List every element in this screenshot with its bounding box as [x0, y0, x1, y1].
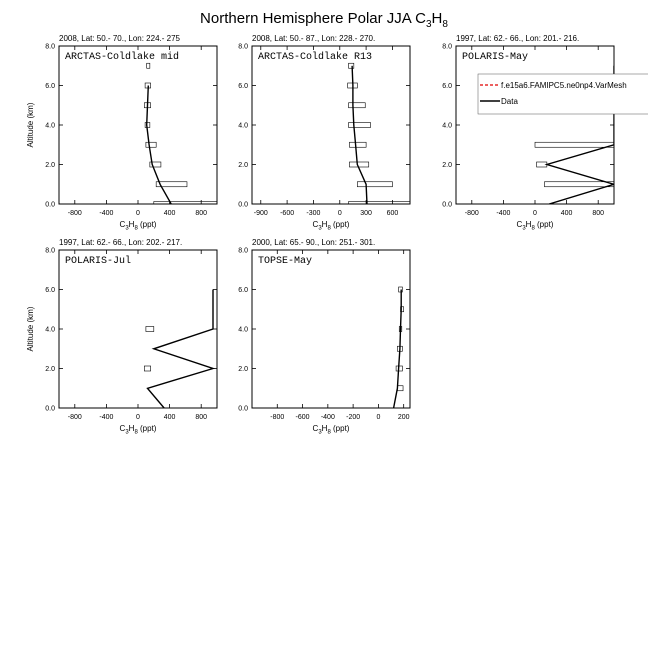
data-box	[349, 142, 366, 147]
x-axis-label-part: H	[128, 424, 135, 433]
panel-header: 2008, Lat: 50.- 87., Lon: 228.- 270.	[252, 34, 376, 43]
x-tick-label: 0	[376, 414, 381, 421]
x-axis-label-part: 3	[125, 225, 129, 232]
x-axis-label-part: 3	[318, 225, 322, 232]
x-tick-label: 200	[397, 414, 410, 421]
x-tick-label: -600	[295, 414, 310, 421]
x-axis-label-part: 3	[318, 429, 322, 436]
x-tick-label: 400	[163, 210, 176, 217]
x-tick-label: -600	[280, 210, 295, 217]
figure-title	[200, 10, 448, 30]
x-axis-label-part: 8	[531, 225, 535, 232]
x-axis-label-part: C	[119, 424, 126, 433]
y-tick-label: 6.0	[45, 83, 55, 90]
data-box	[349, 103, 366, 108]
y-tick-label: 8.0	[238, 247, 248, 255]
x-tick-label: -800	[67, 414, 82, 421]
x-axis-label-part: H	[321, 220, 328, 229]
plot-area	[348, 63, 410, 206]
plot-frame	[252, 46, 410, 204]
x-axis-label-part: 8	[134, 225, 138, 232]
x-axis-label-part: 8	[327, 225, 331, 232]
x-tick-label: 400	[163, 414, 176, 421]
y-tick-label: 0.0	[45, 201, 55, 209]
x-axis-label-part: (ppt)	[330, 424, 350, 433]
y-axis-label: Altitude (km)	[26, 306, 35, 352]
campaign-label: ARCTAS-Coldlake R13	[258, 52, 373, 63]
x-tick-label: -200	[346, 414, 361, 421]
panel-2	[238, 34, 410, 232]
campaign-label: POLARIS-May	[462, 52, 529, 63]
y-tick-label: 8.0	[45, 247, 55, 255]
y-tick-label: 8.0	[442, 43, 452, 51]
panel-4	[26, 238, 217, 436]
x-axis-label	[120, 220, 157, 232]
figure-title-mid: H	[431, 10, 443, 27]
data-box	[397, 386, 403, 391]
x-axis-label	[313, 220, 350, 232]
x-axis-label-part: H	[321, 424, 328, 433]
x-tick-label: -400	[99, 414, 114, 421]
y-tick-label: 0.0	[238, 201, 248, 209]
y-tick-label: 2.0	[238, 366, 248, 373]
x-axis-label-part: C	[516, 220, 523, 229]
x-tick-label: -800	[270, 414, 285, 421]
data-box	[146, 142, 156, 147]
x-tick-label: -400	[99, 210, 114, 217]
data-box	[349, 123, 371, 128]
y-tick-label: 8.0	[238, 43, 248, 51]
legend	[478, 74, 648, 114]
x-axis-label-part: H	[128, 220, 135, 229]
x-tick-label: 300	[360, 210, 372, 217]
data-box	[544, 182, 614, 187]
legend-box	[478, 74, 648, 114]
x-axis-label	[313, 424, 350, 436]
figure-title-sub2: 8	[442, 19, 448, 30]
y-tick-label: 2.0	[238, 162, 248, 169]
data-box	[147, 63, 150, 68]
data-box	[349, 63, 354, 68]
x-axis-label-part: H	[525, 220, 532, 229]
y-axis-label: Altitude (km)	[26, 102, 35, 148]
plot-frame	[252, 250, 410, 408]
x-tick-label: 800	[195, 210, 208, 217]
y-tick-label: 8.0	[45, 43, 55, 51]
panel-header: 1997, Lat: 62.- 66., Lon: 202.- 217.	[59, 238, 183, 247]
y-tick-label: 4.0	[238, 122, 248, 130]
model-profile-line	[352, 66, 367, 204]
campaign-label: ARCTAS-Coldlake mid	[65, 52, 180, 63]
x-axis-label-part: C	[312, 220, 319, 229]
campaign-label: TOPSE-May	[258, 256, 313, 267]
x-axis-label-part: C	[312, 424, 319, 433]
plot-area	[144, 290, 213, 409]
x-axis-label-part: 3	[125, 429, 129, 436]
x-axis-label-part: 8	[134, 429, 138, 436]
x-tick-label: -800	[464, 210, 479, 217]
legend-model-label: f.e15a6.FAMIPC5.ne0np4.VarMesh	[501, 81, 627, 90]
legend-data-label: Data	[501, 97, 518, 106]
x-tick-label: 0	[136, 414, 140, 421]
x-tick-label: 0	[337, 210, 342, 217]
x-tick-label: -400	[320, 414, 335, 421]
y-tick-label: 0.0	[238, 405, 248, 413]
x-tick-label: 800	[195, 414, 208, 421]
x-tick-label: 800	[592, 210, 605, 217]
figure-title-sub1: 3	[425, 19, 432, 30]
y-tick-label: 2.0	[45, 366, 55, 373]
y-tick-label: 2.0	[442, 162, 452, 169]
x-axis-label-part: (ppt)	[137, 424, 157, 433]
x-tick-label: 0	[533, 210, 537, 217]
x-axis-label-part: 3	[522, 225, 526, 232]
data-box	[357, 182, 392, 187]
y-tick-label: 0.0	[45, 405, 55, 413]
plot-frame	[456, 46, 614, 204]
x-tick-label: 0	[136, 210, 140, 217]
x-axis-label	[517, 220, 554, 232]
x-tick-label: -400	[496, 210, 511, 217]
x-tick-label: -900	[253, 210, 268, 217]
figure-title-main: Northern Hemisphere Polar JJA C	[200, 10, 426, 27]
y-tick-label: 2.0	[45, 162, 55, 169]
x-tick-label: -800	[67, 210, 82, 217]
x-axis-label-part: (ppt)	[137, 220, 157, 229]
panel-header: 2008, Lat: 50.- 70., Lon: 224.- 275	[59, 34, 180, 43]
panel-header: 1997, Lat: 62.- 66., Lon: 201.- 216.	[456, 34, 580, 43]
x-axis-label	[120, 424, 157, 436]
y-tick-label: 6.0	[238, 83, 248, 90]
campaign-label: POLARIS-Jul	[65, 256, 132, 267]
panel-3	[442, 34, 648, 232]
x-axis-label-part: C	[119, 220, 126, 229]
data-box	[535, 142, 614, 147]
data-box	[146, 327, 154, 332]
y-tick-label: 0.0	[442, 201, 452, 209]
model-profile-line	[148, 290, 214, 409]
x-tick-label: 600	[386, 210, 399, 217]
panel-header: 2000, Lat: 65.- 90., Lon: 251.- 301.	[252, 238, 376, 247]
x-axis-label-part: (ppt)	[330, 220, 350, 229]
panel-5	[238, 238, 410, 436]
y-tick-label: 4.0	[238, 326, 248, 334]
plot-area	[394, 287, 404, 408]
x-tick-label: -300	[306, 210, 321, 217]
x-tick-label: 400	[560, 210, 573, 217]
y-tick-label: 6.0	[45, 287, 55, 294]
plot-area	[144, 63, 217, 206]
y-tick-label: 6.0	[238, 287, 248, 294]
plot-frame	[59, 250, 217, 408]
y-tick-label: 6.0	[442, 83, 452, 90]
x-axis-label-part: (ppt)	[534, 220, 554, 229]
y-tick-label: 4.0	[442, 122, 452, 130]
panel-1	[26, 34, 217, 232]
data-box	[349, 162, 368, 167]
plot-frame	[59, 46, 217, 204]
x-axis-label-part: 8	[327, 429, 331, 436]
y-tick-label: 4.0	[45, 326, 55, 334]
data-box	[144, 366, 150, 371]
y-tick-label: 4.0	[45, 122, 55, 130]
